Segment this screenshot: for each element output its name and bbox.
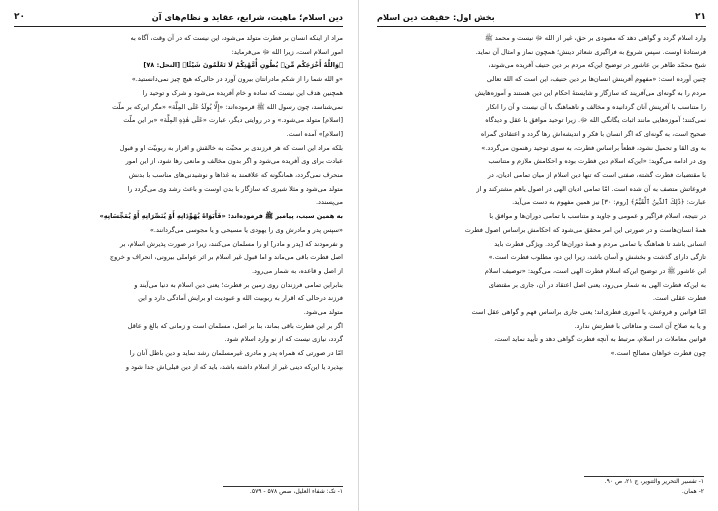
page-header: [14, 10, 343, 27]
body-line: عبادت برای وی آفریده می‌شود و اگر بدون مخالف و مانعی رها شود، از این امور: [125, 157, 343, 166]
body-line: چنین آورده است: «مفهوم آفرینش انسان‌ها بر دین حنیف، این است که الله تعالی: [486, 75, 706, 84]
body-line: فطرت عقلی است.: [652, 294, 706, 303]
body-line: و نفرمودند که [پدر و مادر] او را مسلمان می‌کنند، زیرا در صورت پذیرش اسلام، بر: [120, 239, 343, 248]
body-line: بلکه مراد این است که هر فرزندی بر محبّت به خالقش و اقرار به ربوبیّت او و قبول: [119, 143, 343, 152]
body-line: مردم را به گونه‌ای می‌آفریند که سازگار و شایستهٔ احکام این دین هستند و آموزه‌هایش: [474, 88, 706, 97]
footnotes: [373, 476, 704, 497]
body-line: وی در ادامه می‌گوید: «این‌که اسلام دین فطرت بوده و احکامش ملازم و متناسب: [488, 157, 706, 166]
body-line: امّا در صورتی که همراه پدر و مادری غیرمسلمان رشد نماید و دین باطل آنان را: [129, 349, 343, 358]
footnote: ۲- همان.: [681, 488, 704, 495]
body-line: قوانین معاملات در اسلام، مرتبط به آنچه فطرت گواهی دهد و تأیید نماید است،: [494, 335, 706, 344]
body-line: فرستادهٔ اوست. سپس شروع به فراگیری شعائر دینش؛ همچون نماز و امثال آن نماید.: [475, 47, 706, 56]
footnote: ۱- نک: شفاء العلیل، صص ۵۷۸ - ۵۷۹.: [249, 488, 343, 495]
body-line: متولد می‌شود و مثلا شیری که سازگار با بدن اوست و باعث رشد وی می‌گردد را: [127, 184, 343, 193]
body-line: با مقتضیات فطرت گشته، صفتی است که تنها دین اسلام از میان تمامی ادیان، در: [487, 171, 706, 180]
body-line: می‌پسندد.: [315, 198, 343, 207]
body-line: در نتیجه، اسلام فراگیر و عمومی و جاوید و متناسب با تمامی دوران‌ها و موافق با: [489, 212, 706, 221]
body-line: تازگی دارای گذشت و بخشش و آسان باشد، زیرا این دو، مطلوب فطرت است.»: [488, 253, 706, 262]
body-line: به وی القا و تحمیل نشود، قطعاً براساس فطرت، به سوی توحید رهنمون می‌گردد.»: [481, 143, 706, 152]
page-number: ۲۱: [695, 12, 706, 22]
body-line: انسانی باشد تا هماهنگ با تمامی مردم و همهٔ دوران‌ها گردد. ویژگی فطرت باید: [494, 239, 706, 248]
body-line: امّا قوانین و فروعش، یا اموری فطری‌اند؛ یعنی جاری براساس فهم و گواهی عقل است: [471, 308, 706, 317]
page-header: [377, 10, 706, 27]
body-line: فرزند درحالی که اقرار به ربوبیت الله و عبودیت او برایش آمادگی دارد و این: [138, 294, 343, 303]
body-line: عبارت: ﴿ذَٰلِكَ ٱلدِّينُ ٱلْقَيِّمُ﴾ [روم: ۳۰] نیز همین مفهوم به دست می‌آید.: [512, 198, 706, 207]
body-line: شیخ محمّد طاهر بن عاشور در توضیح این‌که مردم بر دین حنیف آفریده می‌شوند،: [488, 61, 706, 70]
body-line: همهٔ انسان‌هاست و در صورتی این امر محقق می‌شود که احکامش براساس اصول فطرت: [464, 225, 706, 234]
body-line: اصل فطرت باقی می‌ماند و اما قبول غیر اسلام بر اثر عواملی بیرونی، انحراف و خروج: [109, 253, 343, 262]
body-line: نمی‌شناسد، چون رسول الله ﷺ فرموده‌اند: «إِلَّا يُولَدُ عَلَى المِلَّة» «مگر این‌که بر ملّت: [112, 102, 343, 111]
body-line: نمی‌کنند؛ آموزه‌هایی مانند اثبات یگانگی الله ﷻ. زیرا توحید موافق با عقل و دیدگاه: [485, 116, 706, 125]
running-title: دین اسلام؛ ماهیت، شرایع، عقاید و نظام‌های آن: [151, 12, 343, 22]
body-line: گردد، نیازی نیست که از نو وارد اسلام شود.: [224, 335, 343, 344]
body-line: «سپس پدر و مادرش وی را یهودی یا مسیحی و یا مجوسی می‌گردانند.»: [149, 225, 343, 234]
body-line: امور اسلام است، زیرا الله ﷻ می‌فرماید:: [231, 47, 343, 56]
page-number: ۲۰: [14, 12, 25, 22]
body-line: «و الله شما را از شکم مادرانتان بیرون آورد در حالی‌که هیچ چیز نمی‌دانستید.»: [131, 75, 343, 84]
body-line: ابن عاشور ﷺ در توضیح این‌که اسلام فطرت الهی است، می‌گوید: «توصیف اسلام: [484, 266, 706, 275]
body-line: بنابراین تمامی فرزندان روی زمین بر فطرت؛ یعنی دین اسلام به دنیا می‌آیند و: [134, 280, 343, 289]
body-line: متولد می‌شود.: [303, 308, 343, 317]
body-line: [اسلام]» آمده است.: [286, 129, 343, 138]
body-line: منحرف نمی‌گردد، همانگونه که علاقمند به غذاها و نوشیدنی‌های مناسب با بدنش: [128, 171, 343, 180]
body-line: مراد از اینکه انسان بر فطرت متولد می‌شود، این نیست که در آن وقت، آگاه به: [130, 34, 343, 42]
body-line: اگر بر این فطرت باقی بماند، بنا بر اصل، مسلمان است و زمانی که بالغ و عاقل: [127, 321, 343, 330]
body-line: چون فطرت خواهان مصالح است.»: [610, 349, 706, 358]
body-line: از اصل و قاعده، به شمار می‌رود.: [251, 266, 343, 275]
hadith-line: به همین سبب، پیامبر ﷺ فرموده‌اند: «فَأَبَوَاهُ يُهَوِّدَانِهِ أَوْ يُنَصِّرَانِهِ أَوْ يُمَجِّسَانِهِ»: [99, 212, 343, 221]
body-line: [اسلام] متولد می‌شود.» و در روایتی دیگر، عبارت «عَلَى هٰذِهِ المِلَّة» «بر این ملّت: [123, 116, 343, 125]
page-21: [359, 0, 718, 511]
body-line: را متناسب با آفرینش آنان گردانیده و مخالف و ناهماهنگ با آن نیست و آن را انکار: [486, 102, 706, 111]
body-line: صحیح است، به گونه‌ای که اگر انسان با فکر و اندیشه‌اش رها گردد و اعتقادی گمراه: [480, 129, 706, 138]
body-line: و یا به صلاح آن است و منافاتی با فطرتش ندارد.: [574, 321, 706, 330]
page-body: [377, 32, 706, 361]
body-line: وارد اسلام گردد و گواهی دهد که معبودی بر حق، غیر از الله ﷻ نیست و محمد ﷺ: [484, 34, 706, 42]
footnotes: [14, 486, 343, 497]
running-title: بخش اول: حقیقت دین اسلام: [377, 12, 495, 22]
quran-verse: ﴿وَاللَّهُ أَخْرَجَكُم مِّنۢ بُطُونِ أُمَّهَٰتِكُمْ لَا تَعْلَمُونَ شَيْئًا﴾ [النحل: ۷۸]: [143, 61, 343, 70]
page-body: [14, 32, 343, 375]
body-line: همچنین هدف این نیست که ساده و خام آفریده می‌شود و شرک و توحید را: [142, 88, 343, 97]
body-line: فروعاتش متصف به آن شده است. امّا تمامی ادیان الهی در اصول باهم مشترکند و از: [476, 184, 706, 193]
body-line: به این‌که فطرت الهی به شمار می‌رود، یعنی اصل اعتقاد در آن، جاری بر مقتضای: [488, 280, 706, 289]
footnote: ۱- تفسیر التحریر والتنویر، ج ۲۱، ص ۹۰.: [604, 478, 704, 485]
body-line: بپذیرد یا این‌که دینی غیر از اسلام داشته باشد، باید که از دین قبلی‌اش جدا شود و: [125, 362, 343, 371]
